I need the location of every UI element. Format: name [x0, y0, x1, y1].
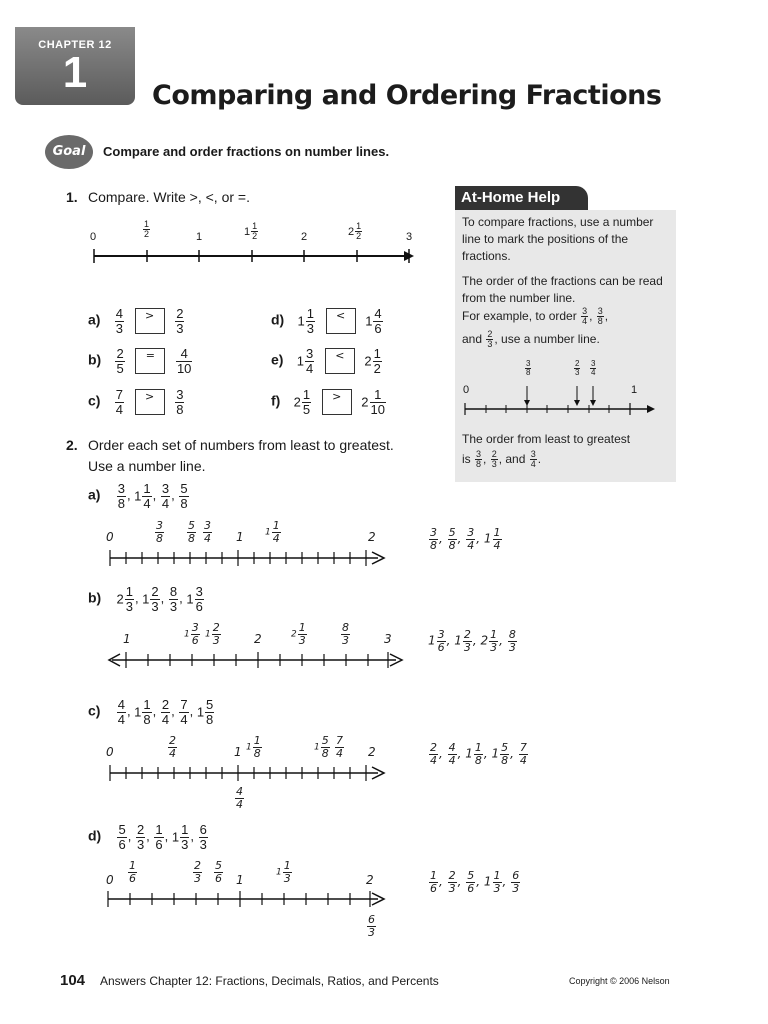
help-paragraph-2b: For example, to order $\frac{3}{4}$ , $\frac{3}{8}$ , [462, 306, 609, 327]
nl-label: $\frac{3}{4}$ [204, 519, 211, 545]
nl-label: $\frac{6}{3}$ [368, 913, 375, 939]
footer-text: Answers Chapter 12: Fractions, Decimals, Ratios, and Percents [100, 974, 439, 988]
nl-label: 0 [106, 530, 114, 544]
nl-label: 2 $\frac{1}{2}$ [348, 221, 362, 242]
answer-box[interactable]: = [135, 348, 165, 374]
answer-box[interactable]: > [135, 389, 165, 415]
page-number: 104 [60, 972, 86, 989]
help-paragraph-3: The order from least to greatest [462, 432, 631, 446]
nl-label: 2 [368, 530, 376, 544]
help-nl-label: $\frac{3}{8}$ [526, 359, 531, 378]
chapter-label: CHAPTER 12 [38, 39, 112, 51]
nl-label: 0 [106, 873, 114, 887]
help-paragraph-2c: and $\frac{2}{3}$ , use a number line. [462, 329, 600, 350]
nl-label: 2 [301, 231, 308, 243]
q2b-number-line [100, 647, 410, 671]
help-paragraph-2: The order of the fractions can be read from the number line. [462, 274, 663, 305]
nl-label: $\frac{5}{6}$ [215, 859, 222, 885]
goal-badge: Goal [45, 135, 93, 169]
answer-box[interactable]: > [322, 389, 352, 415]
q2b-answer: 1 $\frac{3}{6}$ , 1 $\frac{2}{3}$ , 2 $\frac{1}{3}$ , $\frac{8}{3}$ [428, 628, 516, 654]
q2d-answer: $\frac{1}{6}$ , $\frac{2}{3}$ , $\frac{5}{6}$ , 1 $\frac{1}{3}$ , $\frac{6}{3}$ [430, 869, 520, 895]
nl-label: $\frac{8}{3}$ [342, 621, 349, 647]
q1-item-e: e) 1 $\frac{3}{4}$ < 2 $\frac{1}{2}$ [271, 346, 381, 376]
page-title: Comparing and Ordering Fractions [152, 80, 662, 111]
goal-text: Compare and order fractions on number lines. [103, 144, 390, 159]
chapter-tab [15, 27, 135, 105]
nl-label: 1 [236, 873, 244, 887]
help-nl-label: 1 [631, 384, 638, 396]
question-2-prompt: Order each set of numbers from least to greatest. [88, 437, 394, 453]
q1-item-b: b) $\frac{2}{5}$ = $\frac{4}{10}$ [88, 346, 192, 376]
q2a-answer: $\frac{3}{8}$ , $\frac{5}{8}$ , $\frac{3}{4}$ , 1 $\frac{1}{4}$ [430, 526, 501, 552]
q2b-set: b) 2 $\frac{1}{3}$ , 1 $\frac{2}{3}$ , $\frac{8}{3}$ , 1 $\frac{3}{6}$ [88, 584, 203, 614]
nl-label: 1 $\frac{1}{4}$ [265, 519, 280, 545]
help-number-line [455, 380, 676, 420]
at-home-help-box [455, 210, 676, 482]
nl-label: $\frac{1}{6}$ [129, 859, 136, 885]
question-2-prompt-2: Use a number line. [88, 458, 206, 474]
nl-label: $\frac{4}{4}$ [236, 785, 243, 811]
q1-item-f: f) 2 $\frac{1}{5}$ > 2 $\frac{1}{10}$ [271, 387, 385, 417]
nl-label: 1 $\frac{2}{3}$ [205, 621, 220, 647]
q1-item-a: a) $\frac{4}{3}$ > $\frac{2}{3}$ [88, 306, 184, 336]
nl-label: 1 $\frac{1}{2}$ [244, 221, 258, 242]
nl-label: 1 $\frac{1}{3}$ [276, 859, 291, 885]
nl-label: 3 [406, 231, 413, 243]
question-1-prompt: Compare. Write >, <, or =. [88, 189, 250, 205]
nl-label: 1 [236, 530, 244, 544]
q2d-number-line [100, 886, 400, 910]
q2c-number-line [100, 760, 400, 784]
answer-box[interactable]: > [135, 308, 165, 334]
q2a-set: a) $\frac{3}{8}$ , 1 $\frac{1}{4}$ , $\frac{3}{4}$ , $\frac{5}{8}$ [88, 481, 188, 511]
nl-label: $\frac{3}{8}$ [156, 519, 163, 545]
help-nl-label: 0 [463, 384, 470, 396]
at-home-help-title: At-Home Help [455, 186, 588, 210]
nl-label: $\frac{5}{8}$ [188, 519, 195, 545]
nl-label: 1 $\frac{3}{6}$ [184, 621, 199, 647]
nl-label: 1 $\frac{5}{8}$ [314, 734, 329, 760]
nl-label: 2 [366, 873, 374, 887]
q2d-set: d) $\frac{5}{6}$ , $\frac{2}{3}$ , $\frac{1}{6}$ , 1 $\frac{1}{3}$ , $\frac{6}{3}$ [88, 822, 207, 852]
q2c-set: c) $\frac{4}{4}$ , 1 $\frac{1}{8}$ , $\frac{2}{4}$ , $\frac{7}{4}$ , 1 $\frac{5}{8}$ [88, 697, 214, 727]
nl-label: 2 [254, 632, 262, 646]
nl-label: 3 [384, 632, 392, 646]
nl-label: 1 [123, 632, 131, 646]
help-paragraph-1: To compare fractions, use a number line to mark the positions of the fractions. [462, 215, 654, 263]
nl-label: 2 [368, 745, 376, 759]
q2c-answer: $\frac{2}{4}$ , $\frac{4}{4}$ , 1 $\frac{1}{8}$ , 1 $\frac{5}{8}$ , $\frac{7}{4}$ [430, 741, 527, 767]
nl-label: 0 [90, 231, 97, 243]
nl-label: $\frac{2}{4}$ [169, 734, 176, 760]
nl-label: 1 $\frac{1}{8}$ [246, 734, 261, 760]
nl-label: 0 [106, 745, 114, 759]
nl-label: $\frac{7}{4}$ [336, 734, 343, 760]
answer-box[interactable]: < [325, 348, 355, 374]
nl-label: $\frac{2}{3}$ [194, 859, 201, 885]
q1-item-d: d) 1 $\frac{1}{3}$ < 1 $\frac{4}{6}$ [271, 306, 382, 336]
question-2-number: 2. [66, 437, 78, 453]
question-1-number: 1. [66, 189, 78, 205]
copyright: Copyright © 2006 Nelson [569, 976, 670, 986]
help-paragraph-3b: is $\frac{3}{8}$ , $\frac{2}{3}$ , and $\frac{3}{4}$ . [462, 449, 542, 470]
q2a-number-line [100, 545, 400, 569]
q1-item-c: c) $\frac{7}{4}$ > $\frac{3}{8}$ [88, 387, 184, 417]
help-nl-label: $\frac{3}{4}$ [591, 359, 596, 378]
answer-box[interactable]: < [326, 308, 356, 334]
nl-label: 1 [196, 231, 203, 243]
nl-label: 2 $\frac{1}{3}$ [291, 621, 306, 647]
lesson-number: 1 [62, 48, 88, 97]
nl-label: 1 [234, 745, 242, 759]
nl-label: $\frac{1}{2}$ [144, 219, 150, 240]
help-nl-label: $\frac{2}{3}$ [575, 359, 580, 378]
